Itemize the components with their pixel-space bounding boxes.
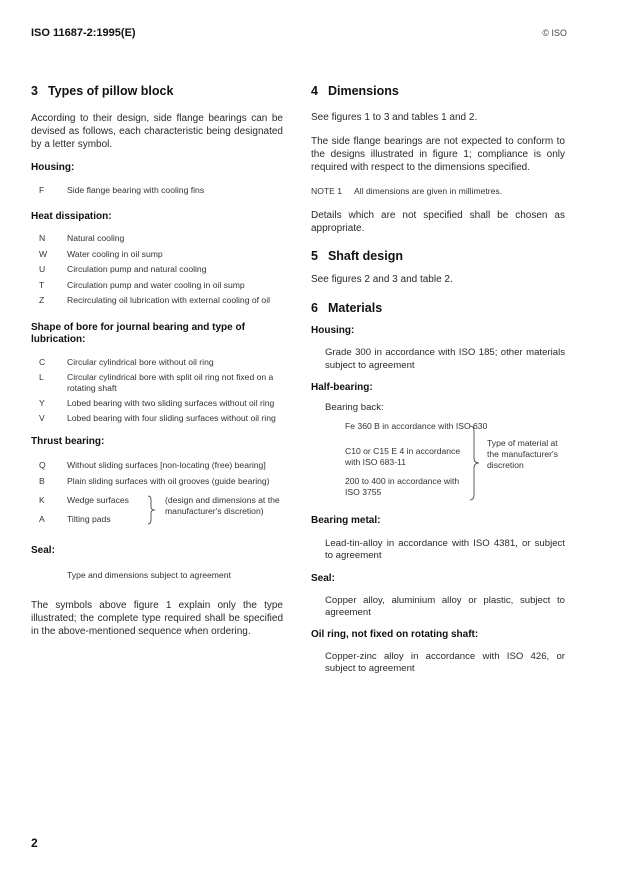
seal-text: Type and dimensions subject to agreement <box>67 570 231 580</box>
document-id: ISO 11687-2:1995(E) <box>31 27 136 39</box>
section-number: 3 <box>31 84 38 98</box>
section-3-intro: According to their design, side flange bearings can be devised as follows, each characteristic being designated by a letter symbol. <box>31 113 283 150</box>
section-number: 5 <box>311 249 318 263</box>
bore-shape-heading: Shape of bore for journal bearing and type of lubrication: <box>31 322 245 345</box>
list-item: K Wedge surfaces <box>39 495 129 505</box>
materials-seal-text: Copper alloy, aluminium alloy or plastic, subject to agreement <box>325 594 565 618</box>
list-item: Z Recirculating oil lubrication with external cooling of oil <box>39 295 271 305</box>
heat-dissipation-list <box>31 233 283 306</box>
section-3-heading <box>31 84 283 98</box>
section-title: Shaft design <box>327 249 403 263</box>
housing-heading: Housing: <box>31 162 75 173</box>
materials-housing-text: Grade 300 in accordance with ISO 185; other materials subject to agreement <box>325 347 565 371</box>
list-item: A Tilting pads <box>39 514 111 524</box>
section-number: 6 <box>311 301 318 315</box>
section-4-heading <box>311 84 565 98</box>
bore-shape-list <box>31 357 283 424</box>
dimensions-paragraph-2: The side flange bearings are not expected to conform to the designs illustrated in figure 1; compliance is only required with respect to the dimensions specified. <box>311 136 565 173</box>
list-item: U Circulation pump and natural cooling <box>39 264 207 274</box>
half-bearing-heading: Half-bearing: <box>311 382 373 393</box>
brace-group <box>31 495 283 535</box>
material-option: C10 or C15 E 4 in accordance with ISO 683-11 <box>345 445 461 467</box>
closing-paragraph: The symbols above figure 1 explain only the type illustrated; the complete type required shall be specified in the above-mentioned sequence when ordering. <box>31 600 283 637</box>
thrust-bearing-heading: Thrust bearing: <box>31 436 105 447</box>
materials-housing-heading: Housing: <box>311 325 355 336</box>
list-item: C Circular cylindrical bore without oil ring <box>39 357 214 367</box>
list-item: Y Lobed bearing with two sliding surfaces without oil ring <box>39 398 275 408</box>
bearing-metal-heading: Bearing metal: <box>311 514 381 526</box>
list-item: W Water cooling in oil sump <box>39 248 163 259</box>
page-number: 2 <box>31 836 38 850</box>
list-item: N Natural cooling <box>39 233 125 243</box>
section-title: Dimensions <box>327 84 399 98</box>
list-item: Q Without sliding surfaces [non-locating (free) bearing] <box>39 460 266 470</box>
list-item: V Lobed bearing with four sliding surfaces without oil ring <box>39 413 276 423</box>
brace-icon <box>469 425 481 501</box>
dimensions-paragraph-3: Details which are not specified shall be chosen as appropriate. <box>311 210 565 234</box>
heat-dissipation-heading: Heat dissipation: <box>31 211 112 222</box>
brace-icon <box>147 495 157 525</box>
bearing-metal-text: Lead-tin-alloy in accordance with ISO 4381, or subject to agreement <box>325 537 565 561</box>
section-title: Materials <box>327 301 383 315</box>
list-item: T Circulation pump and water cooling in oil sump <box>39 279 245 290</box>
oil-ring-heading: Oil ring, not fixed on rotating shaft: <box>311 628 479 640</box>
materials-seal-heading: Seal: <box>311 572 335 584</box>
section-title: Types of pillow block <box>47 84 174 98</box>
note-label: NOTE 1 <box>311 186 343 196</box>
material-option: 200 to 400 in accordance with ISO 3755 <box>345 475 460 497</box>
note-1 <box>311 186 565 196</box>
seal-heading: Seal: <box>31 545 55 556</box>
bearing-back-materials <box>311 421 565 507</box>
right-column <box>311 84 565 676</box>
dimensions-paragraph-1: See figures 1 to 3 and tables 1 and 2. <box>311 112 478 123</box>
list-item: F Side flange bearing with cooling fins <box>39 185 205 195</box>
note-text: All dimensions are given in millimetres. <box>354 186 503 196</box>
thrust-bearing-list <box>31 460 283 535</box>
bearing-back-label: Bearing back: <box>325 402 384 413</box>
left-column <box>31 84 283 638</box>
oil-ring-text: Copper-zinc alloy in accordance with ISO 426, or subject to agreement <box>325 650 565 674</box>
brace-note: (design and dimensions at the manufacturer's discretion) <box>165 495 280 516</box>
section-number: 4 <box>311 84 318 98</box>
section-6-heading <box>311 301 565 315</box>
list-item: L Circular cylindrical bore with split oil ring not fixed on a rotating shaft <box>39 372 274 393</box>
brace-note: Type of material at the manufacturer's discretion <box>487 437 558 470</box>
list-item: B Plain sliding surfaces with oil grooves (guide bearing) <box>39 476 270 486</box>
section-5-heading <box>311 249 565 263</box>
copyright-mark: © ISO <box>542 28 567 38</box>
shaft-design-paragraph: See figures 2 and 3 and table 2. <box>311 274 453 285</box>
material-option: Fe 360 B in accordance with ISO 630 <box>345 420 488 431</box>
